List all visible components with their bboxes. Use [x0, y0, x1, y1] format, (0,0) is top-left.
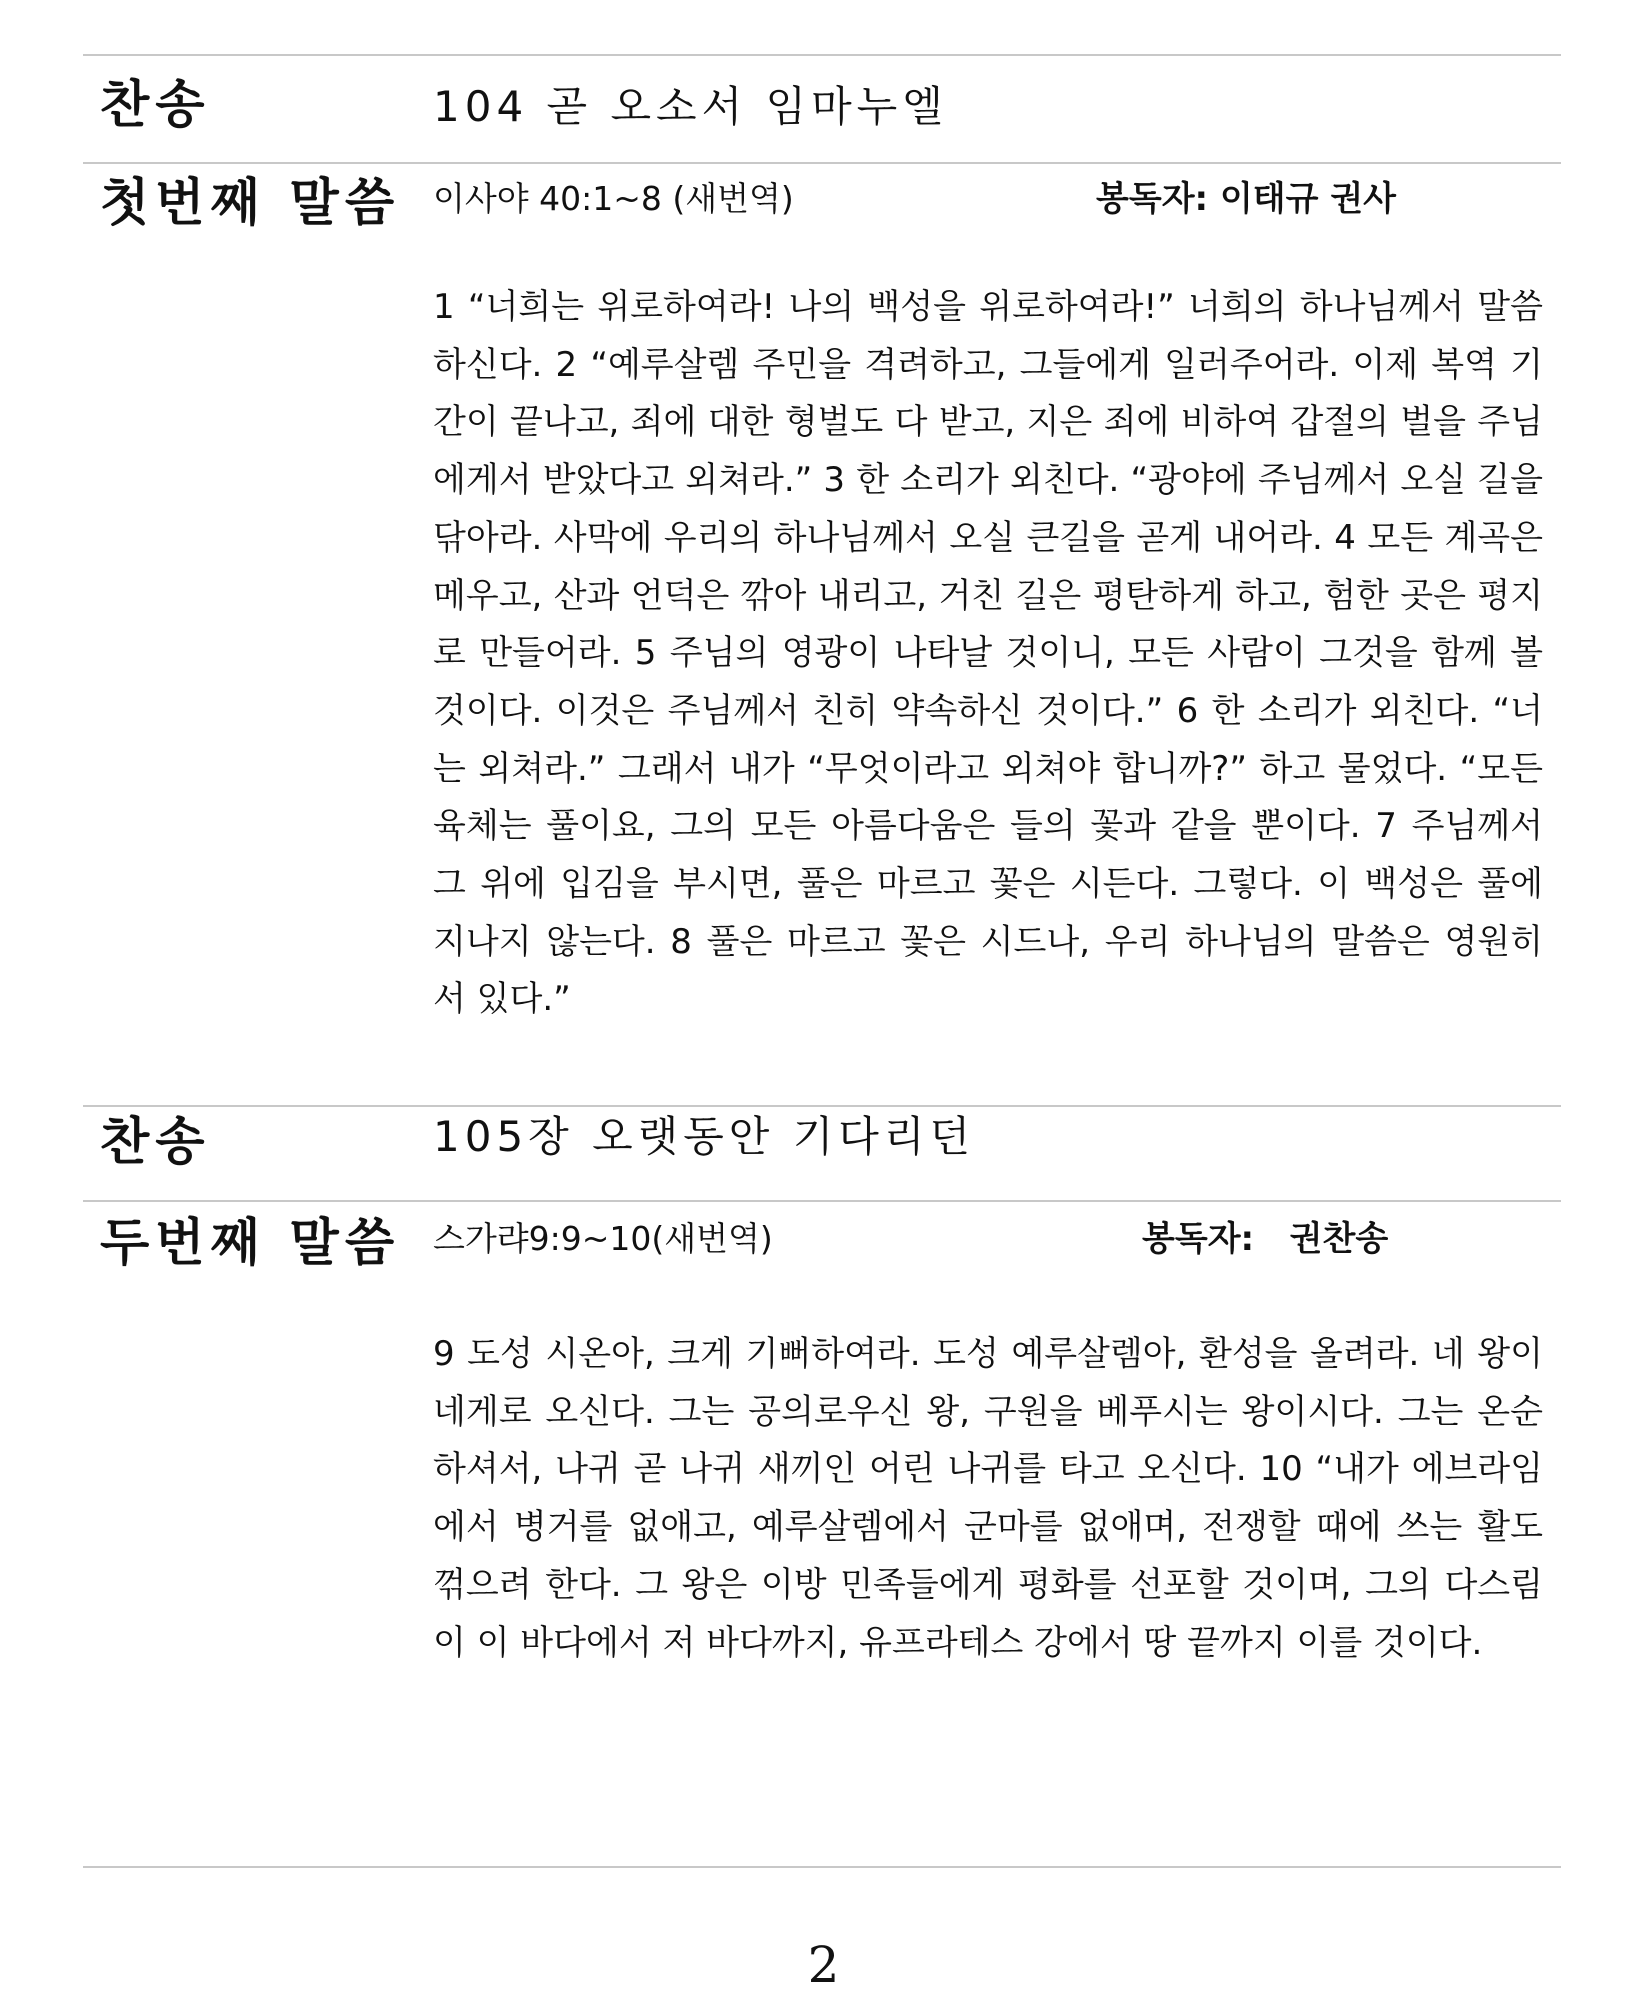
divider [83, 162, 1561, 164]
hymn-label: 찬송 [100, 76, 211, 135]
hymn-label: 찬송 [100, 1113, 211, 1172]
first-reading-reader: 봉독자: 이태규 권사 [1096, 179, 1397, 219]
first-reading-label: 첫번째 말씀 [100, 174, 401, 233]
page-number: 2 [807, 1936, 840, 1994]
hymn-title: 105장 오랫동안 기다리던 [433, 1112, 976, 1161]
divider [83, 1200, 1561, 1202]
second-reading-label: 두번째 말씀 [100, 1214, 401, 1273]
second-reading-passage: 9 도성 시온아, 크게 기뻐하여라. 도성 예루살렘아, 환성을 올려라. 네 왕이 네게로 오신다. 그는 공의로우신 왕, 구원을 베푸시는 왕이시다. 그는 온순하셔서, 나귀 곧 나귀 새끼인 어린 나귀를 타고 오신다. 10 “내가 에브라임에서 병거를 없애고, 예루살렘에서 군마를 없애며, 전쟁할 때에 쓰는 활도 꺾으려 한다. 그 왕은 이방 민족들에게 평화를 선포할 것이며, 그의 다스림이 이 바다에서 저 바다까지, 유프라테스 강에서 땅 끝까지 이를 것이다. [433, 1334, 1543, 1663]
divider-top [83, 54, 1561, 56]
divider-bottom [83, 1866, 1561, 1868]
second-reading-reference: 스가랴9:9~10(새번역) [433, 1219, 773, 1258]
divider [83, 1105, 1561, 1107]
first-reading-reference: 이사야 40:1~8 (새번역) [433, 179, 794, 218]
second-reading-reader: 봉독자: 권찬송 [1142, 1219, 1389, 1259]
first-reading-passage: 1 “너희는 위로하여라! 나의 백성을 위로하여라!” 너희의 하나님께서 말씀하신다. 2 “예루살렘 주민을 격려하고, 그들에게 일러주어라. 이제 복역 기간이 끝나고, 죄에 대한 형벌도 다 받고, 지은 죄에 비하여 갑절의 벌을 주님에게서 받았다고 외쳐라.” 3 한 소리가 외친다. “광야에 주님께서 오실 길을 닦아라. 사막에 우리의 하나님께서 오실 큰길을 곧게 내어라. 4 모든 계곡은 메우고, 산과 언덕은 깎아 내리고, 거친 길은 평탄하게 하고, 험한 곳은 평지로 만들어라. 5 주님의 영광이 나타날 것이니, 모든 사람이 그것을 함께 볼 것이다. 이것은 주님께서 친히 약속하신 것이다.” 6 한 소리가 외친다. “너는 외쳐라.” 그래서 내가 “무엇이라고 외쳐야 합니까?” 하고 물었다. “모든 육체는 풀이요, 그의 모든 아름다움은 들의 꽃과 같을 뿐이다. 7 주님께서 그 위에 입김을 부시면, 풀은 마르고 꽃은 시든다. 그렇다. 이 백성은 풀에 지나지 않는다. 8 풀은 마르고 꽃은 시드나, 우리 하나님의 말씀은 영원히 서 있다.” [433, 287, 1543, 1020]
hymn-title: 104 곧 오소서 임마누엘 [433, 82, 948, 131]
